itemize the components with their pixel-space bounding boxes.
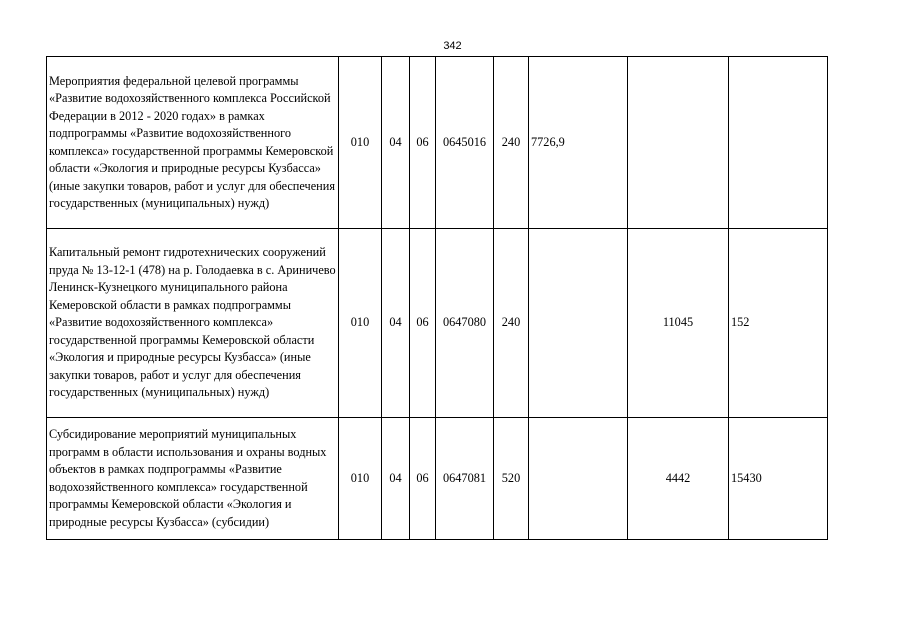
amount-cell: 7726,9: [529, 57, 628, 229]
amount-cell: [628, 57, 729, 229]
expense-type-code: 520: [494, 418, 529, 540]
target-article-code: 0645016: [436, 57, 494, 229]
target-article-code: 0647081: [436, 418, 494, 540]
row-description: Мероприятия федеральной целевой программы «Развитие водохозяйственного комплекса Российской Федерации в 2012 - 2020 годах» в рамках подпрограммы «Развитие водохозяйственного комплекса» государственной программы Кемеровской области «Экология и природные ресурсы Кузбасса» (иные закупки товаров, работ и услуг для обеспечения государственных (муниципальных) нужд): [47, 57, 339, 229]
row-description: Субсидирование мероприятий муниципальных программ в области использования и охраны водных объектов в рамках подпрограммы «Развитие водохозяйственного комплекса» государственной программы Кемеровской области «Экология и природные ресурсы Кузбасса» (субсидии): [47, 418, 339, 540]
amount-cell: 4442: [628, 418, 729, 540]
row-description: Капитальный ремонт гидротехнических сооружений пруда № 13-12-1 (478) на р. Голодаевка в с. Ариничево Ленинск-Кузнецкого муниципального района Кемеровской области в рамках подпрограммы «Развитие водохозяйственного комплекса» государственной программы Кемеровской области «Экология и природные ресурсы Кузбасса» (иные закупки товаров, работ и услуг для обеспечения государственных (муниципальных) нужд): [47, 229, 339, 418]
amount-cell: [529, 418, 628, 540]
table-row: [47, 229, 828, 418]
budget-table: [46, 56, 828, 540]
section-code: 04: [382, 57, 410, 229]
amount-cell: [729, 57, 828, 229]
subsection-code: 06: [410, 57, 436, 229]
amount-cell: 152: [729, 229, 828, 418]
ministry-code: 010: [339, 57, 382, 229]
expense-type-code: 240: [494, 229, 529, 418]
amount-cell: 15430: [729, 418, 828, 540]
amount-cell: 11045: [628, 229, 729, 418]
ministry-code: 010: [339, 229, 382, 418]
ministry-code: 010: [339, 418, 382, 540]
amount-cell: [529, 229, 628, 418]
table-row: [47, 418, 828, 540]
section-code: 04: [382, 418, 410, 540]
table-row: [47, 57, 828, 229]
expense-type-code: 240: [494, 57, 529, 229]
subsection-code: 06: [410, 229, 436, 418]
target-article-code: 0647080: [436, 229, 494, 418]
page-number: 342: [443, 40, 462, 52]
subsection-code: 06: [410, 418, 436, 540]
section-code: 04: [382, 229, 410, 418]
